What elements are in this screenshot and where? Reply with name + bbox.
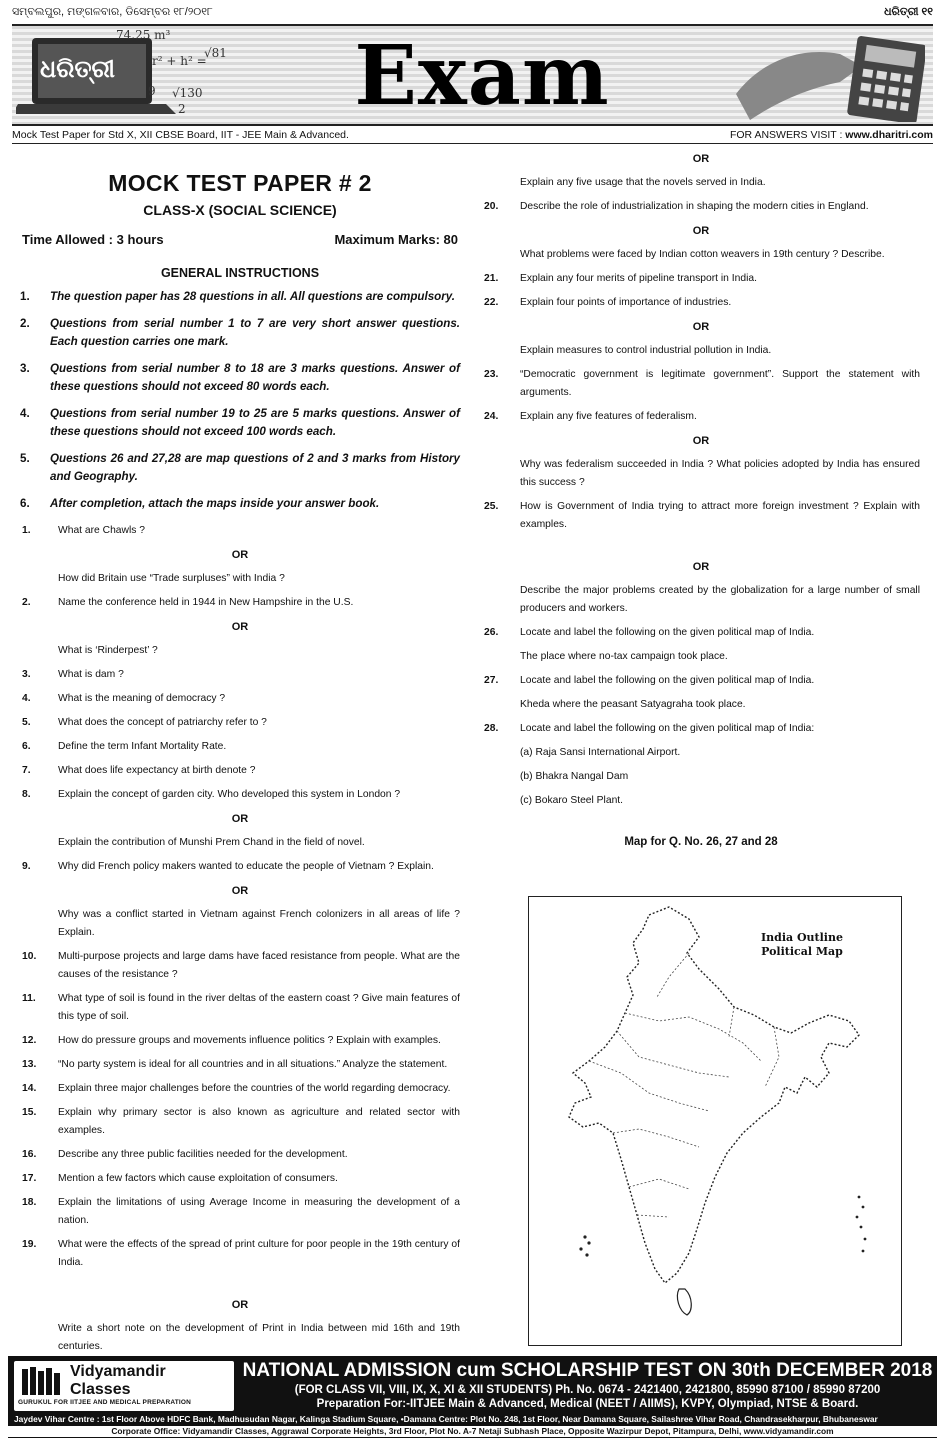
centres-address: Jaydev Vihar Centre : 1st Floor Above HDFC Bank, Madhusudan Nagar, Kalinga Stadium Square, •Damana Centre: Plot No. 248, 1st Floor, Near Damana Square, Sailashree Vihar Road, Chandrasekharpur, Bhubaneswar xyxy=(14,1414,878,1424)
maximum-marks: Maximum Marks: 80 xyxy=(334,232,458,247)
or-separator: OR xyxy=(692,435,710,447)
question-item xyxy=(20,738,460,756)
question-number: 4. xyxy=(22,693,31,704)
question-item xyxy=(20,1104,460,1140)
dateline: ସମ୍ବଲପୁର, ମଙ୍ଗଳବାର, ଡିସେମ୍ବର ୧୮/୨୦୧୮ xyxy=(12,6,213,18)
or-separator: OR xyxy=(692,153,710,165)
math-note: 2 xyxy=(178,102,186,116)
question-alternative: (c) Bokaro Steel Plant. xyxy=(520,795,624,806)
question-text: Locate and label the following on the given political map of India. xyxy=(520,627,815,638)
india-outline-icon xyxy=(529,897,900,1344)
time-allowed: Time Allowed : 3 hours xyxy=(22,232,164,247)
question-item xyxy=(20,714,460,732)
question-item xyxy=(20,594,460,612)
question-text: Explain any five features of federalism. xyxy=(520,411,697,422)
instruction-number: 1. xyxy=(20,290,30,303)
question-item xyxy=(20,1032,460,1050)
question-item xyxy=(20,1146,460,1164)
question-alternative: Write a short note on the development of Print in India between mid 16th and 19th centuries. xyxy=(58,1323,460,1352)
instruction-text: Questions from serial number 19 to 25 are 5 marks questions. Answer of these questions should not exceed 100 words each. xyxy=(50,407,460,438)
question-text: Describe any three public facilities needed for the development. xyxy=(58,1149,348,1160)
page-tag: ଧରିତ୍ରୀ ୧୧ xyxy=(884,6,933,18)
question-number: 15. xyxy=(22,1107,37,1118)
paper-class: CLASS-X (SOCIAL SCIENCE) xyxy=(143,202,337,218)
question-alternative: (a) Raja Sansi International Airport. xyxy=(520,747,681,758)
subtitle-right xyxy=(730,129,933,141)
paper-title: MOCK TEST PAPER # 2 xyxy=(108,170,372,196)
question-alternative: (b) Bhakra Nangal Dam xyxy=(520,771,629,782)
question-item xyxy=(20,1170,460,1188)
question-text: Define the term Infant Mortality Rate. xyxy=(58,741,227,752)
question-alternative: What is ‘Rinderpest’ ? xyxy=(58,645,158,656)
question-item xyxy=(482,270,920,288)
question-text: Locate and label the following on the given political map of India. xyxy=(520,675,815,686)
map-label xyxy=(761,931,843,959)
question-item xyxy=(20,786,460,804)
instruction-text: After completion, attach the maps inside your answer book. xyxy=(50,497,380,510)
question-text: What type of soil is found in the river deltas of the eastern coast ? Give main features of this type of soil. xyxy=(58,993,460,1022)
question-item xyxy=(482,294,920,312)
question-text: “Democratic government is legitimate government”. Support the statement with arguments. xyxy=(520,369,920,398)
question-alternative: How did Britain use “Trade surpluses” with India ? xyxy=(58,573,285,584)
answers-prefix: FOR ANSWERS VISIT : xyxy=(729,129,846,141)
question-text: What were the effects of the spread of print culture for poor people in the 19th century of India. xyxy=(58,1239,460,1268)
question-alternative: Describe the major problems created by the globalization for a large number of small producers and workers. xyxy=(520,585,920,614)
instruction-item xyxy=(20,495,460,513)
question-item xyxy=(20,1056,460,1074)
question-item xyxy=(20,858,460,876)
question-text: Describe the role of industrialization in shaping the modern cities in England. xyxy=(520,201,869,212)
question-item xyxy=(20,762,460,780)
brand-line2: Classes xyxy=(70,1381,131,1398)
or-separator: OR xyxy=(692,225,710,237)
question-item xyxy=(482,720,920,738)
calculator-hand-icon xyxy=(730,32,925,122)
question-item xyxy=(20,522,460,540)
brand-line1: Vidyamandir xyxy=(70,1363,166,1380)
question-number: 2. xyxy=(22,597,31,608)
question-number: 11. xyxy=(22,993,36,1004)
math-note: 9 xyxy=(148,84,156,98)
question-text: What is dam ? xyxy=(58,669,124,680)
spacer xyxy=(482,540,920,558)
question-item xyxy=(20,690,460,708)
question-number: 21. xyxy=(484,273,499,284)
question-number: 10. xyxy=(22,951,37,962)
masthead-title: Exam xyxy=(354,28,610,124)
question-number: 22. xyxy=(484,297,499,308)
or-separator: OR xyxy=(231,1299,249,1311)
question-number: 27. xyxy=(484,675,499,686)
math-note: √81 xyxy=(204,46,227,60)
or-separator: OR xyxy=(231,621,249,633)
question-text: How do pressure groups and movements influence politics ? Explain with examples. xyxy=(58,1035,441,1046)
question-number: 13. xyxy=(22,1059,37,1070)
question-text: What does the concept of patriarchy refer to ? xyxy=(58,717,267,728)
ad-line2: (FOR CLASS VII, VIII, IX, X, XI & XII STUDENTS) Ph. No. 0674 - 2421400, 2421800, 85990 87100 / 85990 87200 xyxy=(294,1384,881,1396)
or-separator: OR xyxy=(692,321,710,333)
question-text: What is the meaning of democracy ? xyxy=(58,693,226,704)
or-separator: OR xyxy=(231,549,249,561)
question-number: 18. xyxy=(22,1197,37,1208)
instruction-number: 6. xyxy=(20,497,30,510)
question-number: 1. xyxy=(22,525,31,536)
math-note: 74.25 m³ xyxy=(116,28,171,42)
question-text: What are Chawls ? xyxy=(58,525,145,536)
question-number: 5. xyxy=(22,717,31,728)
question-number: 28. xyxy=(484,723,499,734)
instruction-item xyxy=(20,450,460,486)
question-alternative: Explain measures to control industrial pollution in India. xyxy=(520,345,772,356)
question-text: Explain why primary sector is also known as agriculture and related sector with examples. xyxy=(58,1107,460,1136)
instruction-item xyxy=(20,405,460,441)
question-number: 16. xyxy=(22,1149,37,1160)
question-text: “No party system is ideal for all countries and in all situations.” Analyze the statement. xyxy=(58,1059,448,1070)
map-label-line1: India Outline xyxy=(761,931,843,944)
question-text: Explain any four merits of pipeline transport in India. xyxy=(520,273,757,284)
question-alternative: Why was a conflict started in Vietnam against French colonizers in all areas of life ? Explain. xyxy=(58,909,460,938)
instruction-item xyxy=(20,288,460,306)
brand-name xyxy=(70,1363,166,1399)
question-text: Why did French policy makers wanted to educate the people of Vietnam ? Explain. xyxy=(58,861,434,872)
question-number: 7. xyxy=(22,765,31,776)
question-item xyxy=(482,408,920,426)
question-number: 25. xyxy=(484,501,499,512)
instruction-text: Questions from serial number 8 to 18 are 3 marks questions. Answer of these questions should not exceed 80 words each. xyxy=(50,362,460,393)
question-text: Explain four points of importance of industries. xyxy=(520,297,732,308)
instruction-number: 3. xyxy=(20,362,30,375)
right-column xyxy=(482,150,920,848)
question-item xyxy=(20,666,460,684)
question-number: 9. xyxy=(22,861,31,872)
question-item xyxy=(482,498,920,534)
paper-meta xyxy=(20,232,460,252)
books-icon xyxy=(20,1365,64,1397)
question-text: Name the conference held in 1944 in New Hampshire in the U.S. xyxy=(58,597,354,608)
question-number: 19. xyxy=(22,1239,37,1250)
question-number: 6. xyxy=(22,741,31,752)
masthead-subline xyxy=(12,128,933,144)
spacer xyxy=(20,1278,460,1296)
question-number: 12. xyxy=(22,1035,37,1046)
instruction-number: 4. xyxy=(20,407,30,420)
question-text: Explain the concept of garden city. Who developed this system in London ? xyxy=(58,789,401,800)
instruction-text: Questions 26 and 27,28 are map questions of 2 and 3 marks from History and Geography. xyxy=(50,452,460,483)
question-text: How is Government of India trying to attract more foreign investment ? Explain with examples. xyxy=(520,501,920,530)
question-item xyxy=(20,1236,460,1272)
math-note: r² + h² = xyxy=(152,54,207,68)
question-number: 14. xyxy=(22,1083,37,1094)
question-item xyxy=(482,198,920,216)
question-alternative: Kheda where the peasant Satyagraha took place. xyxy=(520,699,746,710)
question-number: 8. xyxy=(22,789,31,800)
instruction-text: Questions from serial number 1 to 7 are very short answer questions. Each question carries one mark. xyxy=(50,317,460,348)
question-number: 3. xyxy=(22,669,31,680)
left-column xyxy=(20,150,460,1362)
question-alternative: Why was federalism succeeded in India ? What policies adopted by India has ensured this success ? xyxy=(520,459,920,488)
ad-headline: NATIONAL ADMISSION cum SCHOLARSHIP TEST ON 30th DECEMBER 2018 xyxy=(242,1360,933,1381)
question-number: 17. xyxy=(22,1173,37,1184)
question-text: Mention a few factors which cause exploitation of consumers. xyxy=(58,1173,338,1184)
instruction-number: 5. xyxy=(20,452,30,465)
question-list-right xyxy=(482,150,920,810)
question-number: 24. xyxy=(484,411,499,422)
question-list-left xyxy=(20,522,460,1356)
subtitle-left: Mock Test Paper for Std X, XII CBSE Board, IIT - JEE Main & Advanced. xyxy=(12,129,349,141)
question-text: Explain three major challenges before the countries of the world regarding democracy. xyxy=(58,1083,451,1094)
instruction-number: 2. xyxy=(20,317,30,330)
brand-tagline: GURUKUL FOR IITJEE AND MEDICAL PREPARATION xyxy=(18,1399,192,1406)
instruction-item xyxy=(20,315,460,351)
dateline-bar xyxy=(12,6,933,22)
corporate-address: Corporate Office: Vidyamandir Classes, Aggrawal Corporate Heights, 3rd Floor, Plot No. A-7 Netaji Subhash Place, Opposite Wazirpur Depot, Pitampura, Delhi, www.vidyamandir.com xyxy=(8,1426,937,1437)
question-number: 26. xyxy=(484,627,499,638)
question-item xyxy=(482,366,920,402)
instruction-text: The question paper has 28 questions in all. All questions are compulsory. xyxy=(50,290,456,303)
or-separator: OR xyxy=(231,813,249,825)
or-separator: OR xyxy=(231,885,249,897)
math-note: √130 xyxy=(172,86,203,100)
or-separator: OR xyxy=(692,561,710,573)
india-map xyxy=(528,896,902,1346)
instructions-list xyxy=(20,288,460,513)
question-alternative: What problems were faced by Indian cotton weavers in 19th century ? Describe. xyxy=(520,249,885,260)
ad-line3: Preparation For:-IITJEE Main & Advanced, Medical (NEET / AIIMS), KVPY, Olympiad, NTSE & Board. xyxy=(316,1398,859,1410)
map-title: Map for Q. No. 26, 27 and 28 xyxy=(624,836,778,848)
answers-link[interactable]: www.dharitri.com xyxy=(845,129,933,141)
instructions-title: GENERAL INSTRUCTIONS xyxy=(160,266,320,280)
question-item xyxy=(20,990,460,1026)
masthead-banner xyxy=(12,24,933,126)
question-alternative: Explain any five usage that the novels served in India. xyxy=(520,177,766,188)
question-alternative: The place where no-tax campaign took place. xyxy=(520,651,728,662)
question-item xyxy=(20,1080,460,1098)
question-number: 23. xyxy=(484,369,499,380)
question-item xyxy=(20,1194,460,1230)
question-text: Multi-purpose projects and large dams have faced resistance from people. What are the causes of the resistance ? xyxy=(58,951,460,980)
question-text: What does life expectancy at birth denote ? xyxy=(58,765,256,776)
logo-text: ଧରିତ୍ରୀ xyxy=(40,56,115,83)
question-number: 20. xyxy=(484,201,499,212)
question-text: Explain the limitations of using Average Income in measuring the development of a nation. xyxy=(58,1197,460,1226)
question-item xyxy=(20,948,460,984)
footer-advertisement xyxy=(8,1356,937,1438)
question-text: Locate and label the following on the given political map of India: xyxy=(520,723,815,734)
question-item xyxy=(482,672,920,690)
vidyamandir-logo xyxy=(14,1361,234,1411)
question-item xyxy=(482,624,920,642)
question-alternative: Explain the contribution of Munshi Prem Chand in the field of novel. xyxy=(58,837,365,848)
map-label-line2: Political Map xyxy=(761,945,843,958)
instruction-item xyxy=(20,360,460,396)
